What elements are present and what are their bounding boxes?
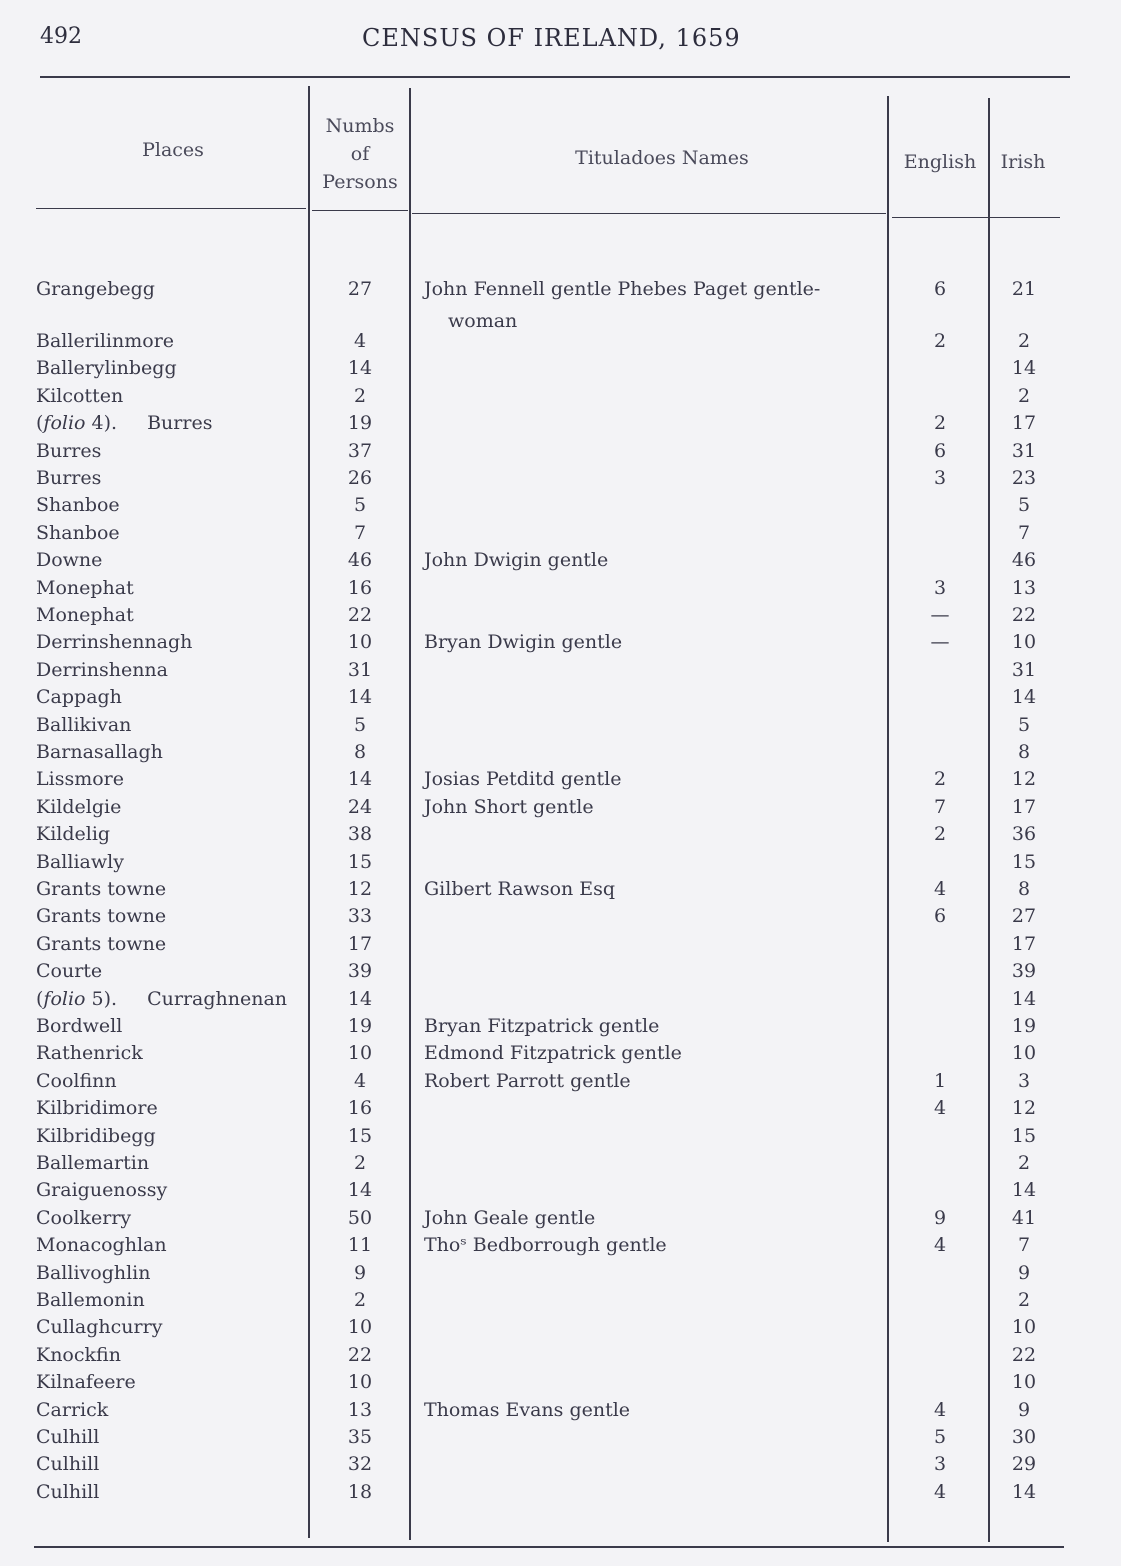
place-cell: Kildelig	[36, 823, 111, 846]
persons-count: 24	[347, 795, 373, 818]
place-cell: Ballerilinmore	[36, 330, 175, 352]
folio-label: folio	[43, 987, 86, 1010]
persons-count: 2	[353, 1152, 367, 1174]
table-row	[0, 684, 1121, 711]
english-count: 2	[933, 768, 947, 791]
irish-count: 23	[1011, 467, 1037, 489]
place-cell: Downe	[36, 549, 103, 572]
persons-count: 27	[347, 278, 373, 300]
persons-count: 46	[347, 549, 373, 572]
place-cell: Bordwell	[36, 1015, 123, 1037]
irish-count: 17	[1011, 795, 1037, 818]
place-cell: Coolfinn	[36, 1069, 117, 1092]
english-count: 2	[933, 823, 947, 846]
irish-count: 8	[1017, 878, 1031, 900]
place-cell: Derrinshennagh	[36, 631, 193, 654]
persons-count: 14	[347, 768, 373, 791]
irish-count: 14	[1011, 1480, 1037, 1503]
tituladoe-name: John Fennell gentle Phebes Paget gentle-	[424, 278, 821, 300]
table-row	[0, 1013, 1121, 1040]
table-row	[0, 766, 1121, 793]
header-rule-places	[36, 208, 306, 209]
place-cell: Monephat	[36, 604, 134, 626]
persons-count: 8	[353, 741, 367, 763]
persons-count: 4	[353, 330, 367, 352]
irish-count: 5	[1017, 713, 1031, 736]
header-names: Tituladoes Names	[575, 147, 749, 169]
tituladoe-name: Gilbert Rawson Esq	[424, 878, 616, 900]
place-cell: Cullaghcurry	[36, 1316, 163, 1339]
table-row	[0, 876, 1121, 903]
place-cell: Monephat	[36, 576, 134, 599]
irish-count: 17	[1011, 932, 1037, 955]
header-irish: Irish	[1000, 151, 1046, 173]
irish-count: 2	[1017, 1152, 1031, 1174]
place-cell: Burres	[36, 467, 102, 489]
name-continuation: woman	[448, 310, 518, 332]
place-cell: Kilnafeere	[36, 1371, 136, 1394]
persons-count: 5	[353, 494, 367, 517]
table-row	[0, 1342, 1121, 1369]
place-cell: Grangebegg	[36, 278, 155, 300]
irish-count: 10	[1011, 631, 1037, 654]
table-row	[0, 1232, 1121, 1259]
place-cell: Culhill	[36, 1480, 100, 1503]
persons-count: 15	[347, 1124, 373, 1147]
table-row	[0, 355, 1121, 382]
persons-count: 2	[353, 1289, 367, 1311]
place-cell: Balliawly	[36, 850, 124, 873]
place-cell: Knockfin	[36, 1343, 121, 1366]
page-number: 492	[40, 24, 82, 49]
english-count: 6	[933, 439, 947, 462]
table-row	[0, 602, 1121, 629]
table-row	[0, 1205, 1121, 1232]
english-count: 2	[933, 330, 947, 352]
place-cell: Carrick	[36, 1398, 109, 1421]
table-row	[0, 1123, 1121, 1150]
persons-count: 22	[347, 604, 373, 626]
persons-count: 14	[347, 1179, 373, 1202]
irish-count: 13	[1011, 576, 1037, 599]
table-row	[0, 1068, 1121, 1095]
persons-count: 19	[347, 412, 373, 435]
irish-count: 8	[1017, 741, 1031, 763]
irish-count: 14	[1011, 357, 1037, 380]
irish-count: 10	[1011, 1371, 1037, 1394]
persons-count: 16	[347, 576, 373, 599]
table-row	[0, 383, 1121, 410]
irish-count: 22	[1011, 604, 1037, 626]
table-row	[0, 1424, 1121, 1451]
folio-number: 4).	[91, 412, 118, 435]
irish-count: 10	[1011, 1042, 1037, 1065]
english-count: —	[930, 631, 950, 654]
place-cell: Kilbridimore	[36, 1097, 158, 1120]
persons-count: 5	[353, 713, 367, 736]
table-row	[0, 276, 1121, 303]
place-cell: Kilcotten	[36, 384, 124, 407]
english-count: 7	[933, 795, 947, 818]
place-cell: Grants towne	[36, 905, 167, 928]
irish-count: 17	[1011, 412, 1037, 435]
persons-count: 38	[347, 823, 373, 846]
english-count: 3	[933, 1453, 947, 1476]
english-count: 4	[933, 878, 947, 900]
place-cell: Grants towne	[36, 932, 167, 955]
english-count: 3	[933, 467, 947, 489]
table-row	[0, 1177, 1121, 1204]
tituladoe-name: Josias Petditd gentle	[424, 768, 622, 791]
place-cell: Courte	[36, 960, 103, 983]
header-rule-numbs	[312, 210, 408, 211]
page-title: CENSUS OF IRELAND, 1659	[362, 24, 741, 52]
place-cell: (folio 4). Burres	[36, 412, 213, 435]
irish-count: 14	[1011, 686, 1037, 709]
irish-count: 12	[1011, 1097, 1037, 1120]
english-count: 5	[933, 1426, 947, 1448]
english-count: 4	[933, 1480, 947, 1503]
persons-count: 19	[347, 1015, 373, 1037]
place-cell: Ballerylinbegg	[36, 357, 177, 380]
persons-count: 33	[347, 905, 373, 928]
header-places: Places	[142, 139, 204, 161]
irish-count: 7	[1017, 1234, 1031, 1257]
persons-count: 10	[347, 631, 373, 654]
place-cell: Ballikivan	[36, 713, 132, 736]
english-count: 9	[933, 1206, 947, 1229]
persons-count: 14	[347, 987, 373, 1010]
irish-count: 31	[1011, 658, 1037, 681]
bottom-rule	[34, 1546, 1064, 1548]
persons-count: 4	[353, 1069, 367, 1092]
irish-count: 10	[1011, 1316, 1037, 1339]
place-cell: Rathenrick	[36, 1042, 143, 1065]
table-row	[0, 465, 1121, 492]
table-row	[0, 657, 1121, 684]
irish-count: 15	[1011, 850, 1037, 873]
table-row	[0, 931, 1121, 958]
place-cell: Ballivoghlin	[36, 1261, 151, 1284]
place-cell: Kilbridibegg	[36, 1124, 156, 1147]
irish-count: 39	[1011, 960, 1037, 983]
persons-count: 13	[347, 1398, 373, 1421]
persons-count: 10	[347, 1042, 373, 1065]
place-cell: Culhill	[36, 1453, 100, 1476]
tituladoe-name: Bryan Fitzpatrick gentle	[424, 1015, 660, 1037]
irish-count: 9	[1017, 1398, 1031, 1421]
table-row	[0, 1150, 1121, 1177]
persons-count: 7	[353, 521, 367, 544]
irish-count: 14	[1011, 1179, 1037, 1202]
irish-count: 46	[1011, 549, 1037, 572]
table-row	[0, 520, 1121, 547]
table-row	[0, 1397, 1121, 1424]
tituladoe-name: Robert Parrott gentle	[424, 1069, 631, 1092]
tituladoe-name: Edmond Fitzpatrick gentle	[424, 1042, 682, 1065]
persons-count: 32	[347, 1453, 373, 1476]
english-count: 2	[933, 412, 947, 435]
irish-count: 3	[1017, 1069, 1031, 1092]
english-count: 4	[933, 1097, 947, 1120]
persons-count: 10	[347, 1371, 373, 1394]
tituladoe-name: John Geale gentle	[424, 1206, 596, 1229]
persons-count: 14	[347, 686, 373, 709]
folio-label: folio	[43, 412, 86, 435]
irish-count: 29	[1011, 1453, 1037, 1476]
place-cell: Kildelgie	[36, 795, 122, 818]
folio-number: 5).	[91, 987, 118, 1010]
place-cell: Ballemonin	[36, 1289, 145, 1311]
place-cell: Culhill	[36, 1426, 100, 1448]
table-row	[0, 986, 1121, 1013]
english-count: —	[930, 604, 950, 626]
place-cell: Barnasallagh	[36, 741, 163, 763]
persons-count: 14	[347, 357, 373, 380]
irish-count: 9	[1017, 1261, 1031, 1284]
english-count: 3	[933, 576, 947, 599]
irish-count: 21	[1011, 278, 1037, 300]
irish-count: 30	[1011, 1426, 1037, 1448]
table-row	[0, 821, 1121, 848]
irish-count: 36	[1011, 823, 1037, 846]
persons-count: 26	[347, 467, 373, 489]
header-english: English	[903, 151, 977, 173]
place-cell: Shanboe	[36, 521, 120, 544]
table-row	[0, 712, 1121, 739]
irish-count: 19	[1011, 1015, 1037, 1037]
table-row	[0, 739, 1121, 766]
table-row	[0, 547, 1121, 574]
header-rule-names	[412, 213, 886, 214]
place-cell: Shanboe	[36, 494, 120, 517]
table-row	[0, 903, 1121, 930]
table-row	[0, 1287, 1121, 1314]
irish-count: 41	[1011, 1206, 1037, 1229]
persons-count: 39	[347, 960, 373, 983]
top-rule	[40, 76, 1070, 78]
place-cell: Ballemartin	[36, 1152, 150, 1174]
persons-count: 50	[347, 1206, 373, 1229]
place-cell: Coolkerry	[36, 1206, 132, 1229]
persons-count: 35	[347, 1426, 373, 1448]
table-row	[0, 410, 1121, 437]
persons-count: 31	[347, 658, 373, 681]
table-row	[0, 492, 1121, 519]
persons-count: 11	[347, 1234, 373, 1257]
place-cell: Lissmore	[36, 768, 124, 791]
persons-count: 9	[353, 1261, 367, 1284]
header-numbs-line1: Numbs	[325, 115, 395, 137]
persons-count: 18	[347, 1480, 373, 1503]
irish-count: 5	[1017, 494, 1031, 517]
table-row	[0, 1095, 1121, 1122]
english-count: 6	[933, 278, 947, 300]
header-numbs-line2: of	[350, 143, 370, 165]
irish-count: 12	[1011, 768, 1037, 791]
english-count: 4	[933, 1398, 947, 1421]
english-count: 1	[933, 1069, 947, 1092]
place-cell: Grants towne	[36, 878, 167, 900]
table-row	[0, 328, 1121, 355]
persons-count: 12	[347, 878, 373, 900]
table-row	[0, 849, 1121, 876]
persons-count: 15	[347, 850, 373, 873]
table-row	[0, 1260, 1121, 1287]
tituladoe-name: Thoˢ Bedborrough gentle	[424, 1234, 667, 1257]
tituladoe-name: John Dwigin gentle	[424, 549, 609, 572]
table-row	[0, 958, 1121, 985]
irish-count: 15	[1011, 1124, 1037, 1147]
persons-count: 2	[353, 384, 367, 407]
irish-count: 31	[1011, 439, 1037, 462]
persons-count: 16	[347, 1097, 373, 1120]
place-cell: Monacoghlan	[36, 1234, 167, 1257]
header-numbs-line3: Persons	[322, 171, 398, 193]
irish-count: 22	[1011, 1343, 1037, 1366]
irish-count: 14	[1011, 987, 1037, 1010]
header-rule-english-irish	[892, 217, 1060, 218]
tituladoe-name: John Short gentle	[424, 795, 594, 818]
table-row	[0, 1040, 1121, 1067]
irish-count: 2	[1017, 330, 1031, 352]
table-row	[0, 629, 1121, 656]
place-cell: Cappagh	[36, 686, 122, 709]
table-row	[0, 575, 1121, 602]
irish-count: 2	[1017, 384, 1031, 407]
place-cell: (folio 5). Curraghnenan	[36, 987, 288, 1010]
tituladoe-name: Thomas Evans gentle	[424, 1398, 631, 1421]
persons-count: 10	[347, 1316, 373, 1339]
irish-count: 27	[1011, 905, 1037, 928]
header-numbs	[312, 112, 408, 196]
persons-count: 17	[347, 932, 373, 955]
table-row	[0, 438, 1121, 465]
irish-count: 7	[1017, 521, 1031, 544]
english-count: 6	[933, 905, 947, 928]
english-count: 4	[933, 1234, 947, 1257]
table-row	[0, 1314, 1121, 1341]
persons-count: 22	[347, 1343, 373, 1366]
table-row	[0, 1451, 1121, 1478]
place-name: Burres	[147, 412, 213, 435]
place-cell: Burres	[36, 439, 102, 462]
place-name: Curraghnenan	[147, 987, 288, 1010]
place-cell: Derrinshenna	[36, 658, 168, 681]
persons-count: 37	[347, 439, 373, 462]
table-row	[0, 1479, 1121, 1506]
place-cell: Graiguenossy	[36, 1179, 168, 1202]
table-row	[0, 794, 1121, 821]
irish-count: 2	[1017, 1289, 1031, 1311]
tituladoe-name: Bryan Dwigin gentle	[424, 631, 623, 654]
table-row	[0, 1369, 1121, 1396]
